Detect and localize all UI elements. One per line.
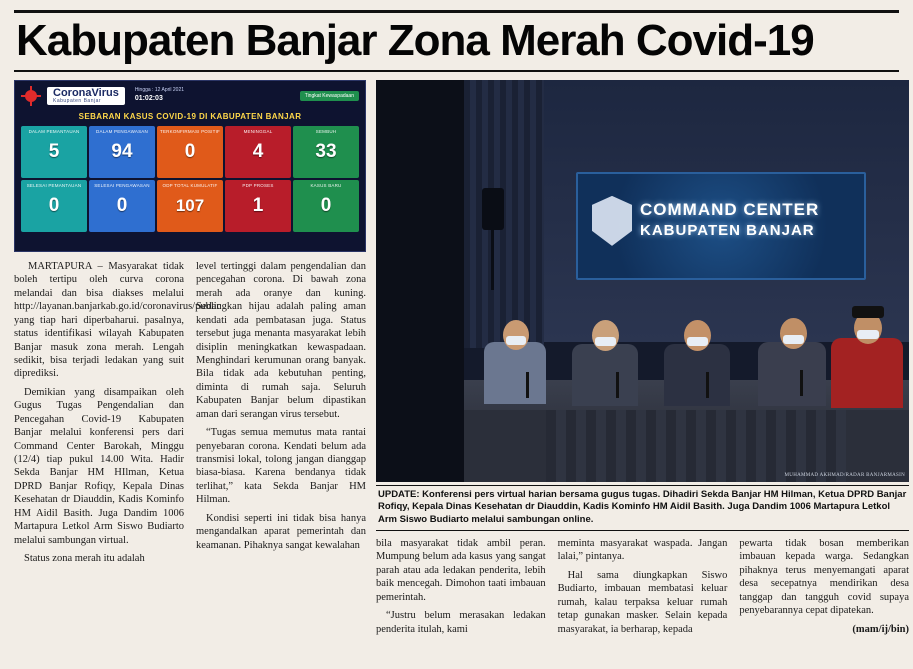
speaker-icon xyxy=(482,188,504,230)
paragraph: pewarta tidak bosan memberikan imbauan kepada warga. Sedangkan pihaknya terus menyemangati aparat desa secepatnya mendirikan desa tanggap dan tangguh covid supaya penyebarannya cepat dipatekan. xyxy=(739,537,910,617)
stat-value: 0 xyxy=(184,140,196,162)
stat-value: 0 xyxy=(320,194,332,216)
corona-badge xyxy=(47,87,125,105)
paragraph: Status zona merah itu adalah xyxy=(24,553,145,565)
page-title: Kabupaten Banjar Zona Merah Covid-19 xyxy=(16,16,814,65)
stat-cell xyxy=(157,126,223,178)
stat-cell xyxy=(225,126,291,178)
headline-rule xyxy=(14,70,899,72)
bottom-text-columns xyxy=(376,537,909,641)
byline-credit: (mam/ij/bin) xyxy=(852,623,910,635)
stat-cell xyxy=(293,126,359,178)
regency-emblem-icon xyxy=(592,196,632,246)
stat-value: 4 xyxy=(252,140,264,162)
stat-cell xyxy=(21,126,87,178)
press-conference-photo xyxy=(376,80,909,482)
screen-line-1: COMMAND CENTER xyxy=(640,199,820,219)
stat-label: PDP PROSES xyxy=(242,182,274,188)
bottom-column-1 xyxy=(376,537,546,641)
stat-value: 107 xyxy=(175,195,205,215)
text-column-1 xyxy=(14,260,222,571)
infographic-meta xyxy=(135,87,184,105)
right-column xyxy=(376,80,909,641)
left-text-columns xyxy=(14,260,366,571)
paragraph: meminta masyarakat waspada. Jangan lalai,” pintanya. xyxy=(557,537,728,563)
stat-label: SELESAI PEMANTAUAN xyxy=(26,182,82,188)
stat-cell xyxy=(89,180,155,232)
screen-line-2: KABUPATEN BANJAR xyxy=(640,221,815,239)
caption-tag: UPDATE: xyxy=(378,488,420,500)
virus-icon xyxy=(21,86,41,106)
covid-infographic xyxy=(14,80,366,252)
stat-cell xyxy=(293,180,359,232)
bottom-column-3 xyxy=(739,537,909,641)
paragraph: bila masyarakat tidak ambil peran. Mumpung belum ada kasus yang sangat parah atau ada ledakan penderita, lebih baik mencegah. Dimohon taati imbauan pemerintah. xyxy=(376,537,546,603)
stat-label: DALAM PENGAWASAN xyxy=(96,128,148,134)
stat-label: TERKONFIRMASI POSITIF xyxy=(160,128,220,134)
brand-subtitle: Kabupaten Banjar xyxy=(53,97,102,104)
stat-grid xyxy=(15,126,365,238)
stat-label: ODP TOTAL KUMULATIF xyxy=(162,182,218,188)
infographic-header xyxy=(15,81,365,108)
stat-value: 1 xyxy=(252,194,264,216)
left-column xyxy=(14,80,366,641)
stat-cell xyxy=(89,126,155,178)
stat-value: 94 xyxy=(111,140,133,162)
paragraph: Hal sama diungkapkan Siswo Budiarto, imbauan membatasi keluar rumah, kalau terpaksa keluar rumah tetap gunakan masker. Selain kepada masyarakat, ia berharap, kepada xyxy=(557,569,728,635)
stat-cell xyxy=(21,180,87,232)
paragraph: “Tugas semua memutus mata rantai penyebaran corona. Kendati belum ada transmisi lokal, tolong jangan dianggap biasa-biasa. Karena bendanya tidak terlihat,” kata Sekda Banjar HM Hilman. xyxy=(196,427,366,506)
meta-date: Hingga : 12 April 2021 xyxy=(134,86,185,93)
stat-label: KASUS BARU xyxy=(310,182,342,188)
stat-label: MENINGGAL xyxy=(243,128,273,134)
status-badge: Tingkat Kewaspadaan xyxy=(300,91,359,101)
paragraph: Kondisi seperti ini tidak bisa hanya mengandalkan aparat pemerintah dan keamanan. Pihaknya sangat kewalahan xyxy=(196,512,366,551)
stat-cell xyxy=(225,180,291,232)
stat-label: DALAM PEMANTAUAN xyxy=(28,128,80,134)
article-body xyxy=(14,80,910,641)
stat-value: 0 xyxy=(48,194,60,216)
stat-label: SELESAI PENGAWASAN xyxy=(94,182,150,188)
paragraph: Demikian yang disampaikan oleh Gugus Tugas Pengendalian dan Pencegahan Covid-19 Kabupaten Banjar melalui konferensi pers dari Command Center Barokah, Minggu (12/4) tiap pukul 14.00 Wita. Hadir Sekda Banjar HM HIlman, Ketua DPRD Banjar Rofiqy, Kepala Dinas Kesehatan dr Diauddin, Kadis Kominfo HM Aidil Basith. Juga Dandim 1006 Martapura Letkol Arm Siswo Budiarto melalui sambungan virtual. xyxy=(14,386,184,546)
stat-label: SEMBUH xyxy=(315,128,337,134)
infographic-title: SEBARAN KASUS COVID-19 DI KABUPATEN BANJAR xyxy=(78,111,302,121)
stat-value: 0 xyxy=(116,194,128,216)
meta-time: 01:02:03 xyxy=(134,95,163,103)
led-screen xyxy=(576,172,866,280)
top-rule xyxy=(14,10,899,13)
peci-hat-icon xyxy=(852,306,884,318)
stat-value: 5 xyxy=(48,140,60,162)
caption-text: Konferensi pers virtual harian bersama gugus tugas. Dihadiri Sekda Banjar HM Hilman, Ketua DPRD Banjar Rofiqy, Kepala Dinas Kesehatan dr Diauddin, Kadis Kominfo HM Aidil Basith. Juga Dandim 1006 Martapura Letkol Arm Siswo Budiarto melalui sambungan online. xyxy=(378,488,907,525)
photo-credit: MUHAMMAD AKHMAD/RADAR BANJARMASIN xyxy=(784,472,905,478)
stat-value: 33 xyxy=(315,140,337,162)
paragraph: level tertinggi dalam pengendalian dan pencegahan corona. Di bawah zona merah ada oranye dan kuning. Sedangkan hijau adalah paling aman kendati ada pembatasan juga. Status tersebut juga menanta masyarakat lebih disiplin meningkatkan kewaspadaan. Menghindari kerumunan orang banyak. Bila tidak ada kebutuhan penting, diminta di rumah saja. Seluruh Kabupaten Banjar belum dipastikan aman dari serangan virus tersebut. xyxy=(196,260,366,420)
stat-cell xyxy=(157,180,223,232)
paragraph: “Justru belum merasakan ledakan penderita itulah, kami xyxy=(376,610,546,635)
bottom-column-2 xyxy=(558,537,728,641)
text-column-2 xyxy=(196,260,366,571)
paragraph: MARTAPURA – Masyarakat tidak boleh tertipu oleh curva corona melandai dan bisa diakses melalui http://layanan.banjarkab.go.id/coronavirus/public yang tiap hari diperbaharui. pasalnya, status identifikasi wilayah Kabupaten Banjar masuk zona merah. Lengah sedikit, bisa terjadi ledakan yang suit diprediksi. xyxy=(14,260,222,380)
brand-title: CoronaVirus xyxy=(53,86,119,99)
photo-caption xyxy=(376,485,909,531)
